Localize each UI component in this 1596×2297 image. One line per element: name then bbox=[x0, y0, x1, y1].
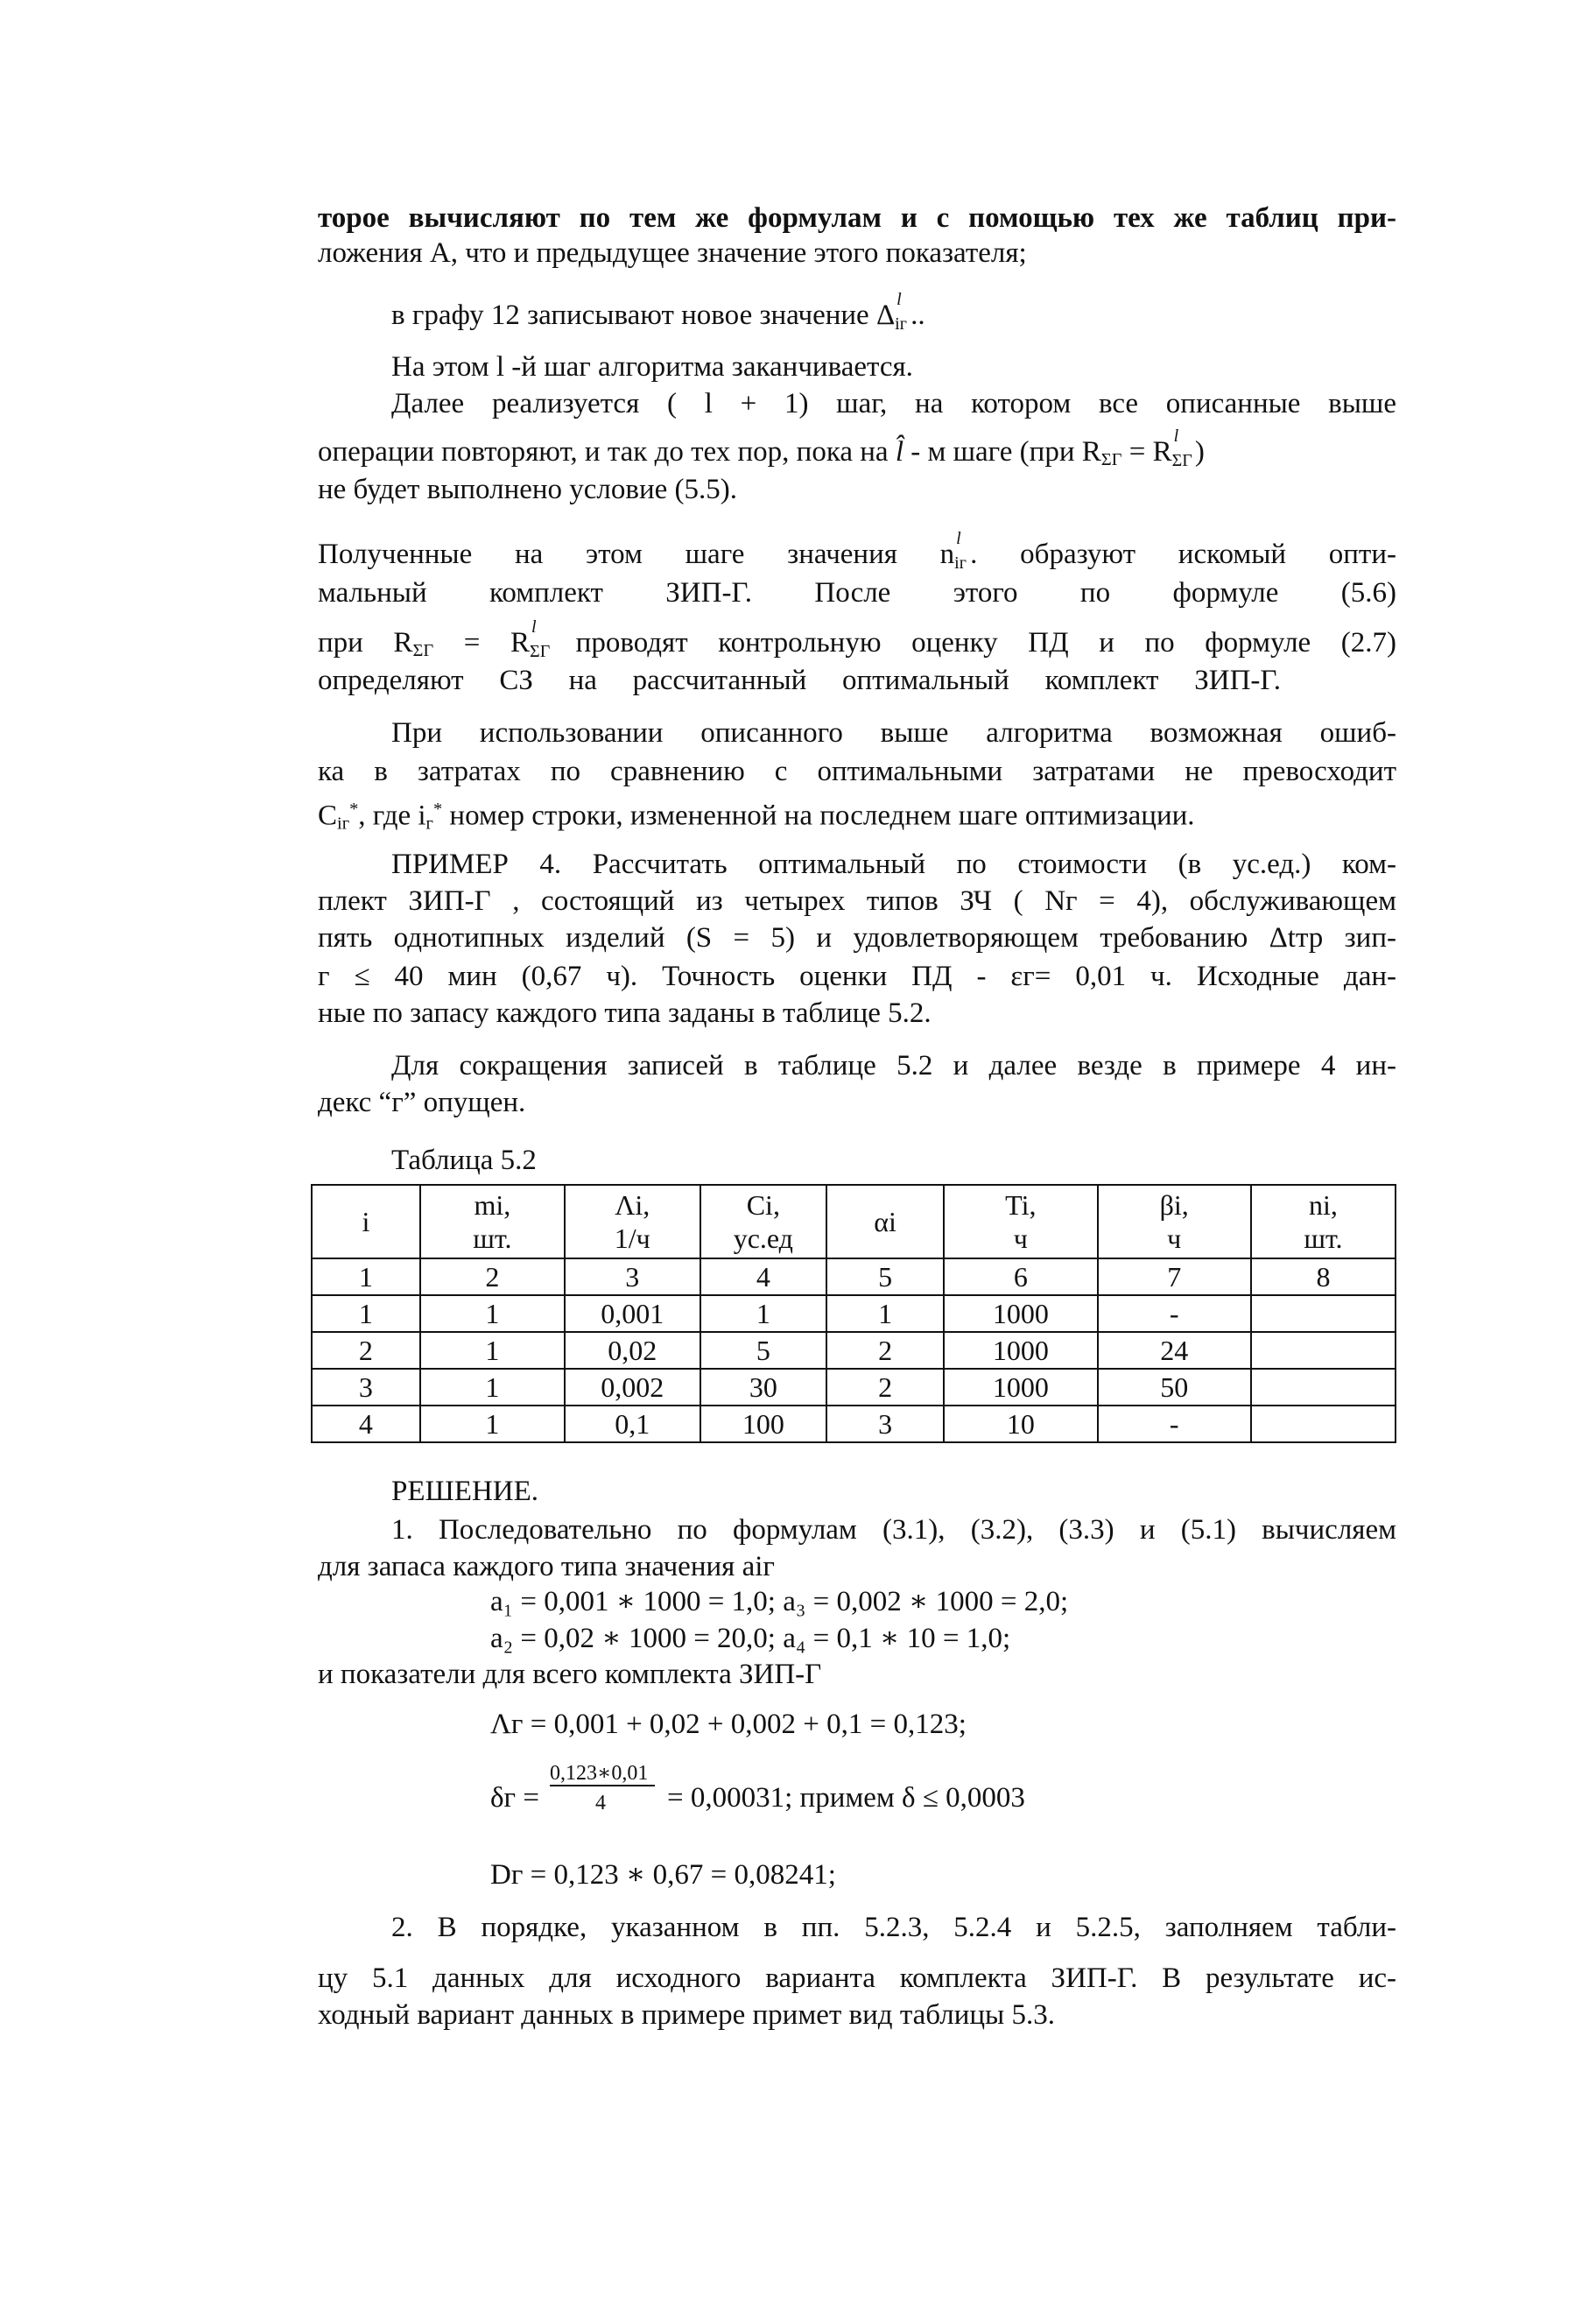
fraction-denominator: 4 bbox=[595, 1792, 606, 1814]
table-header-row bbox=[312, 1185, 1396, 1258]
text-line: не будет выполнено условие (5.5). bbox=[318, 474, 738, 505]
superscript: * bbox=[432, 800, 443, 819]
table-cell: - bbox=[1098, 1406, 1251, 1442]
table-cell bbox=[1251, 1332, 1396, 1369]
index-mark bbox=[530, 617, 551, 661]
table-cell: 2 bbox=[826, 1332, 944, 1369]
table-cell: 2 bbox=[826, 1369, 944, 1406]
table-cell: 1 bbox=[312, 1295, 420, 1332]
table-cell: 3 bbox=[826, 1406, 944, 1442]
text-span: Полученные на этом шаге значения n bbox=[318, 539, 955, 570]
table-cell: 1 bbox=[700, 1295, 826, 1332]
text-span: проводят контрольную оценку ПД и по формуле (2.7) bbox=[575, 627, 1397, 659]
header-top: Ti, bbox=[1005, 1189, 1037, 1221]
subscript: iг bbox=[337, 814, 350, 834]
text-line: плект ЗИП-Г , состоящий из четырех типов ЗЧ ( Nг = 4), обслуживающем bbox=[318, 885, 1396, 917]
subscript: г bbox=[425, 814, 433, 834]
text-span: ) bbox=[1194, 436, 1205, 468]
table-cell bbox=[1251, 1406, 1396, 1442]
index-mark bbox=[895, 290, 910, 334]
fraction-bar bbox=[550, 1785, 655, 1786]
header-top: βi, bbox=[1159, 1189, 1189, 1221]
subscript: ΣГ bbox=[530, 642, 551, 661]
text-span: - м шаге (при R bbox=[910, 436, 1101, 468]
table-cell: 3 bbox=[312, 1369, 420, 1406]
table-row bbox=[312, 1295, 1396, 1332]
text-span: при R bbox=[318, 627, 413, 659]
table-cell: 1000 bbox=[944, 1369, 1097, 1406]
superscript: l bbox=[956, 529, 961, 548]
table-cell: 3 bbox=[565, 1258, 700, 1295]
table-cell: 0,02 bbox=[565, 1332, 700, 1369]
subscript: iг bbox=[895, 314, 907, 334]
header-top: αi bbox=[874, 1206, 896, 1237]
table-row bbox=[312, 1406, 1396, 1442]
header-cell bbox=[1251, 1185, 1396, 1258]
header-top: mi, bbox=[474, 1189, 511, 1221]
table-cell: 100 bbox=[700, 1406, 826, 1442]
text-span: номер строки, измененной на последнем шаге оптимизации. bbox=[442, 800, 1195, 832]
text-line: 2. В порядке, указанном в пп. 5.2.3, 5.2.4 и 5.2.5, заполняем табли- bbox=[391, 1912, 1396, 1943]
table-cell: 4 bbox=[700, 1258, 826, 1295]
table-cell: 5 bbox=[826, 1258, 944, 1295]
subscript: ΣГ bbox=[412, 641, 434, 661]
text-line: для запаса каждого типа значения aiг bbox=[318, 1551, 775, 1582]
table-cell bbox=[1251, 1369, 1396, 1406]
text-line: ПРИМЕР 4. Рассчитать оптимальный по стоимости (в ус.ед.) ком- bbox=[391, 849, 1396, 880]
text-span: в графу 12 записывают новое значение Δ bbox=[391, 299, 896, 331]
text-line: При использовании описанного выше алгоритма возможная ошиб- bbox=[391, 717, 1396, 749]
table-cell: 1000 bbox=[944, 1332, 1097, 1369]
superscript: l bbox=[531, 617, 537, 637]
equation: Dг = 0,123 ∗ 0,67 = 0,08241; bbox=[490, 1859, 836, 1891]
text-span: l̂ bbox=[895, 436, 903, 468]
equation-lhs: δг = bbox=[490, 1782, 539, 1814]
equation: a₂ = 0,02 ∗ 1000 = 20,0; a₄ = 0,1 ∗ 10 = 1,0; bbox=[490, 1623, 1011, 1654]
text-line bbox=[318, 529, 1397, 573]
fraction bbox=[550, 1760, 664, 1830]
text-line bbox=[318, 617, 1397, 667]
table-cell: 30 bbox=[700, 1369, 826, 1406]
table-cell: 0,001 bbox=[565, 1295, 700, 1332]
text-span: .. bbox=[910, 299, 925, 331]
table-cell: 0,1 bbox=[565, 1406, 700, 1442]
text-line bbox=[318, 793, 1195, 840]
header-cell bbox=[565, 1185, 700, 1258]
text-line: ные по запасу каждого типа заданы в таблице 5.2. bbox=[318, 997, 932, 1029]
text-line: пять однотипных изделий (S = 5) и удовлетворяющем требованию Δtтр зип- bbox=[318, 922, 1396, 954]
table-numbering-row bbox=[312, 1258, 1396, 1295]
table-cell: 1 bbox=[420, 1332, 565, 1369]
subscript: ΣГ bbox=[1171, 451, 1192, 470]
text-span: . образуют искомый опти- bbox=[970, 539, 1397, 570]
table-cell: 1 bbox=[420, 1295, 565, 1332]
table-cell: 0,002 bbox=[565, 1369, 700, 1406]
equation: a₁ = 0,001 ∗ 1000 = 1,0; a₃ = 0,002 ∗ 1000 = 2,0; bbox=[490, 1586, 1069, 1617]
equation: Λг = 0,001 + 0,02 + 0,002 + 0,1 = 0,123; bbox=[490, 1709, 967, 1740]
table-cell: 2 bbox=[420, 1258, 565, 1295]
header-cell bbox=[420, 1185, 565, 1258]
text-line: г ≤ 40 мин (0,67 ч). Точность оценки ПД - εг= 0,01 ч. Исходные дан- bbox=[318, 961, 1396, 992]
header-cell bbox=[944, 1185, 1097, 1258]
table-cell: 1000 bbox=[944, 1295, 1097, 1332]
header-top: Λi, bbox=[615, 1189, 650, 1221]
text-line: ка в затратах по сравнению с оптимальными затратами не превосходит bbox=[318, 756, 1396, 787]
header-unit: 1/ч bbox=[614, 1222, 650, 1254]
text-span: , где i bbox=[358, 800, 426, 832]
table-cell bbox=[1251, 1295, 1396, 1332]
table-caption: Таблица 5.2 bbox=[391, 1145, 537, 1176]
text-span: = R bbox=[463, 627, 531, 659]
text-line: и показатели для всего комплекта ЗИП-Г bbox=[318, 1659, 822, 1690]
header-unit: ч bbox=[1167, 1222, 1182, 1254]
text-span: C bbox=[318, 800, 338, 832]
table-cell: 1 bbox=[312, 1258, 420, 1295]
superscript: * bbox=[349, 800, 359, 819]
table-row bbox=[312, 1332, 1396, 1369]
table-cell: 7 bbox=[1098, 1258, 1251, 1295]
table-cell: 1 bbox=[420, 1406, 565, 1442]
text-line: мальный комплект ЗИП-Г. После этого по формуле (5.6) bbox=[318, 577, 1396, 609]
superscript: l bbox=[896, 290, 902, 309]
text-line bbox=[318, 426, 1205, 476]
subscript: ΣГ bbox=[1100, 450, 1122, 470]
header-top: Ci, bbox=[746, 1189, 780, 1221]
table-cell: 1 bbox=[826, 1295, 944, 1332]
text-span: таблиц при- bbox=[1226, 202, 1397, 234]
table-cell: 2 bbox=[312, 1332, 420, 1369]
table-cell: - bbox=[1098, 1295, 1251, 1332]
text-line: Для сокращения записей в таблице 5.2 и далее везде в примере 4 ин- bbox=[391, 1050, 1396, 1082]
fraction-numerator: 0,123∗0,01 bbox=[550, 1762, 649, 1785]
header-unit: шт. bbox=[473, 1222, 512, 1254]
header-unit: ч bbox=[1013, 1222, 1028, 1254]
table-cell: 4 bbox=[312, 1406, 420, 1442]
header-cell bbox=[1098, 1185, 1251, 1258]
table-cell: 6 bbox=[944, 1258, 1097, 1295]
equation-rhs: = 0,00031; примем δ ≤ 0,0003 bbox=[667, 1782, 1025, 1814]
text-line bbox=[391, 290, 925, 334]
superscript: l bbox=[1173, 426, 1179, 446]
text-line: Далее реализуется ( l + 1) шаг, на котором все описанные выше bbox=[391, 388, 1396, 419]
table-cell: 5 bbox=[700, 1332, 826, 1369]
text-line: ложения А, что и предыдущее значение этого показателя; bbox=[318, 237, 1027, 269]
header-top: i bbox=[362, 1206, 370, 1237]
text-span: = R bbox=[1128, 436, 1172, 468]
subscript: iг bbox=[954, 553, 967, 573]
table-cell: 1 bbox=[420, 1369, 565, 1406]
header-unit: ус.ед bbox=[733, 1222, 793, 1254]
header-cell bbox=[700, 1185, 826, 1258]
data-table bbox=[311, 1184, 1396, 1443]
text-line: ходный вариант данных в примере примет вид таблицы 5.3. bbox=[318, 1999, 1055, 2031]
text-span: торое вычисляют по тем же формулам и с помощью тех же bbox=[318, 202, 1207, 234]
index-mark bbox=[1171, 426, 1192, 470]
header-top: ni, bbox=[1309, 1189, 1338, 1221]
section-heading: РЕШЕНИЕ. bbox=[391, 1476, 539, 1507]
table-cell: 10 bbox=[944, 1406, 1097, 1442]
text-line: цу 5.1 данных для исходного варианта комплекта ЗИП-Г. В результате ис- bbox=[318, 1962, 1396, 1994]
table-cell: 8 bbox=[1251, 1258, 1396, 1295]
header-cell bbox=[312, 1185, 420, 1258]
text-line bbox=[318, 201, 1396, 235]
text-line: определяют СЗ на рассчитанный оптимальный комплект ЗИП-Г. bbox=[318, 665, 1281, 696]
header-unit: шт. bbox=[1304, 1222, 1343, 1254]
table-row bbox=[312, 1369, 1396, 1406]
text-line: декс “г” опущен. bbox=[318, 1087, 526, 1118]
table-cell: 24 bbox=[1098, 1332, 1251, 1369]
text-span: операции повторяют, и так до тех пор, пока на bbox=[318, 436, 889, 468]
text-line: На этом l -й шаг алгоритма заканчивается. bbox=[391, 351, 913, 383]
header-cell bbox=[826, 1185, 944, 1258]
index-mark bbox=[954, 529, 970, 573]
table-cell: 50 bbox=[1098, 1369, 1251, 1406]
text-line: 1. Последовательно по формулам (3.1), (3.2), (3.3) и (5.1) вычисляем bbox=[391, 1514, 1396, 1546]
